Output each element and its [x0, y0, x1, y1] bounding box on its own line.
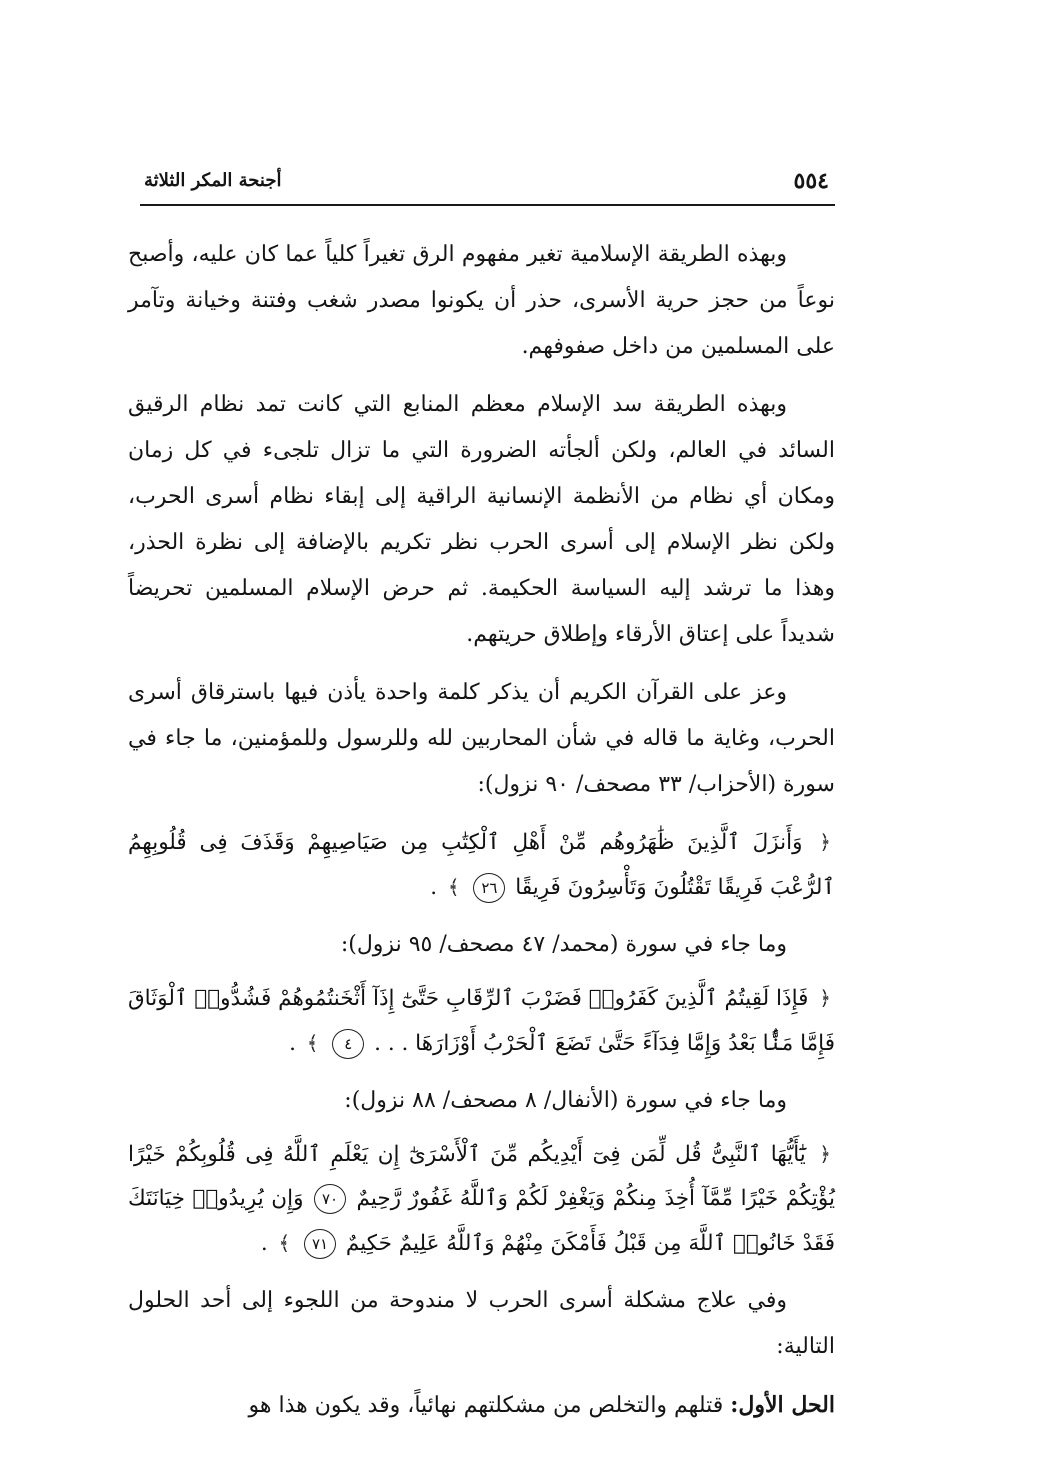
solution-text: قتلهم والتخلص من مشكلتهم نهائياً، وقد يكون هذا هو: [248, 1393, 731, 1418]
quote-text-part-1: يَٰٓأَيُّهَا ٱلنَّبِىُّ قُل لِّمَن فِىٓ أَيْدِيكُم مِّنَ ٱلْأَسْرَىٰٓ إِن يَعْلَمِ ٱللَّهُ فِى قُلُوبِكُمْ خَيْرًا يُؤْتِكُمْ خَيْرًا مِّمَّآ أُخِذَ مِنكُمْ وَيَغْفِرْ لَكُمْ وَٱللَّهُ غَفُورٌ رَّحِيمٌ: [128, 1142, 835, 1211]
paragraph-4: وفي علاج مشكلة أسرى الحرب لا مندوحة من اللجوء إلى أحد الحلول التالية:: [128, 1288, 835, 1359]
paragraph-1: وبهذه الطريقة الإسلامية تغير مفهوم الرق تغيراً كلياً عما كان عليه، وأصبح نوعاً من حجز حرية الأسرى، حذر أن يكونوا مصدر شغب وفتنة وخيانة وتآمر على المسلمين من داخل صفوفهم.: [128, 242, 835, 359]
running-title: أجنحة المكر الثلاثة: [144, 170, 282, 191]
paragraph-3: وعز على القرآن الكريم أن يذكر كلمة واحدة يأذن فيها باسترقاق أسرى الحرب، وغاية ما قاله في شأن المحاربين لله وللرسول وللمؤمنين، ما جاء في سورة (الأحزاب/ ٣٣ مصحف/ ٩٠ نزول):: [128, 680, 835, 797]
page-number: ٥٥٤: [793, 168, 829, 194]
quote-text: وَأَنزَلَ ٱلَّذِينَ ظَٰهَرُوهُم مِّنْ أَهْلِ ٱلْكِتَٰبِ مِن صَيَاصِيهِمْ وَقَذَفَ فِى قُلُوبِهِمُ ٱلرُّعْبَ فَرِيقًا تَقْتُلُونَ وَتَأْسِرُونَ فَرِيقًا: [128, 830, 835, 900]
close-bracket-glyph: ﴾: [306, 1031, 319, 1055]
quran-quote-ahzab: [128, 820, 835, 910]
main-text: [128, 232, 835, 1441]
period-mark: .: [430, 875, 438, 900]
quran-quote-anfal: [128, 1132, 835, 1266]
ayah-number-marker: ٤: [332, 1029, 364, 1059]
running-header: [140, 158, 835, 206]
quote-text: فَإِذَا لَقِيتُمُ ٱلَّذِينَ كَفَرُوا۟ فَضَرْبَ ٱلرِّقَابِ حَتَّىٰٓ إِذَآ أَثْخَنتُمُوهُمْ فَشُدُّوا۟ ٱلْوَثَاقَ فَإِمَّا مَنًّۢا بَعْدُ وَإِمَّا فِدَآءً حَتَّىٰ تَضَعَ ٱلْحَرْبُ أَوْزَارَهَا . . .: [128, 986, 835, 1056]
quran-quote-muhammad: [128, 976, 835, 1066]
paragraph-5: [128, 1382, 835, 1429]
solution-label: الحل الأول:: [730, 1392, 835, 1418]
open-bracket-glyph: ﴿: [819, 1142, 831, 1166]
intro-muhammad: وما جاء في سورة (محمد/ ٤٧ مصحف/ ٩٥ نزول):: [340, 932, 787, 957]
ayah-number-marker: ٧٠: [314, 1184, 346, 1214]
close-bracket-glyph: ﴾: [447, 875, 460, 899]
paragraph-2: وبهذه الطريقة سد الإسلام معظم المنابع التي كانت تمد نظام الرقيق السائد في العالم، ولكن ألجأته الضرورة التي ما تزال تلجىء في كل زمان ومكان أي نظام من الأنظمة الإنسانية الراقية إلى إبقاء نظام أسرى الحرب، ولكن نظر الإسلام إلى أسرى الحرب نظر تكريم بالإضافة إلى نظرة الحذر، وهذا ما ترشد إليه السياسة الحكيمة. ثم حرض الإسلام المسلمين تحريضاً شديداً على إعتاق الأرقاء وإطلاق حريتهم.: [128, 392, 835, 647]
period-mark: .: [260, 1231, 268, 1256]
open-bracket-glyph: ﴿: [819, 986, 831, 1010]
intro-anfal: وما جاء في سورة (الأنفال/ ٨ مصحف/ ٨٨ نزول):: [344, 1088, 787, 1113]
close-bracket-glyph: ﴾: [278, 1231, 291, 1255]
open-bracket-glyph: ﴿: [819, 830, 831, 854]
ayah-number-marker: ٧١: [304, 1229, 336, 1259]
quote-text-part-2: وَإِن يُرِيدُوا۟ خِيَانَتَكَ فَقَدْ خَانُوا۟ ٱللَّهَ مِن قَبْلُ فَأَمْكَنَ مِنْهُمْ وَٱللَّهُ عَلِيمٌ حَكِيمٌ: [128, 1186, 835, 1256]
ayah-number-marker: ٢٦: [473, 873, 505, 903]
period-mark: .: [289, 1031, 296, 1056]
